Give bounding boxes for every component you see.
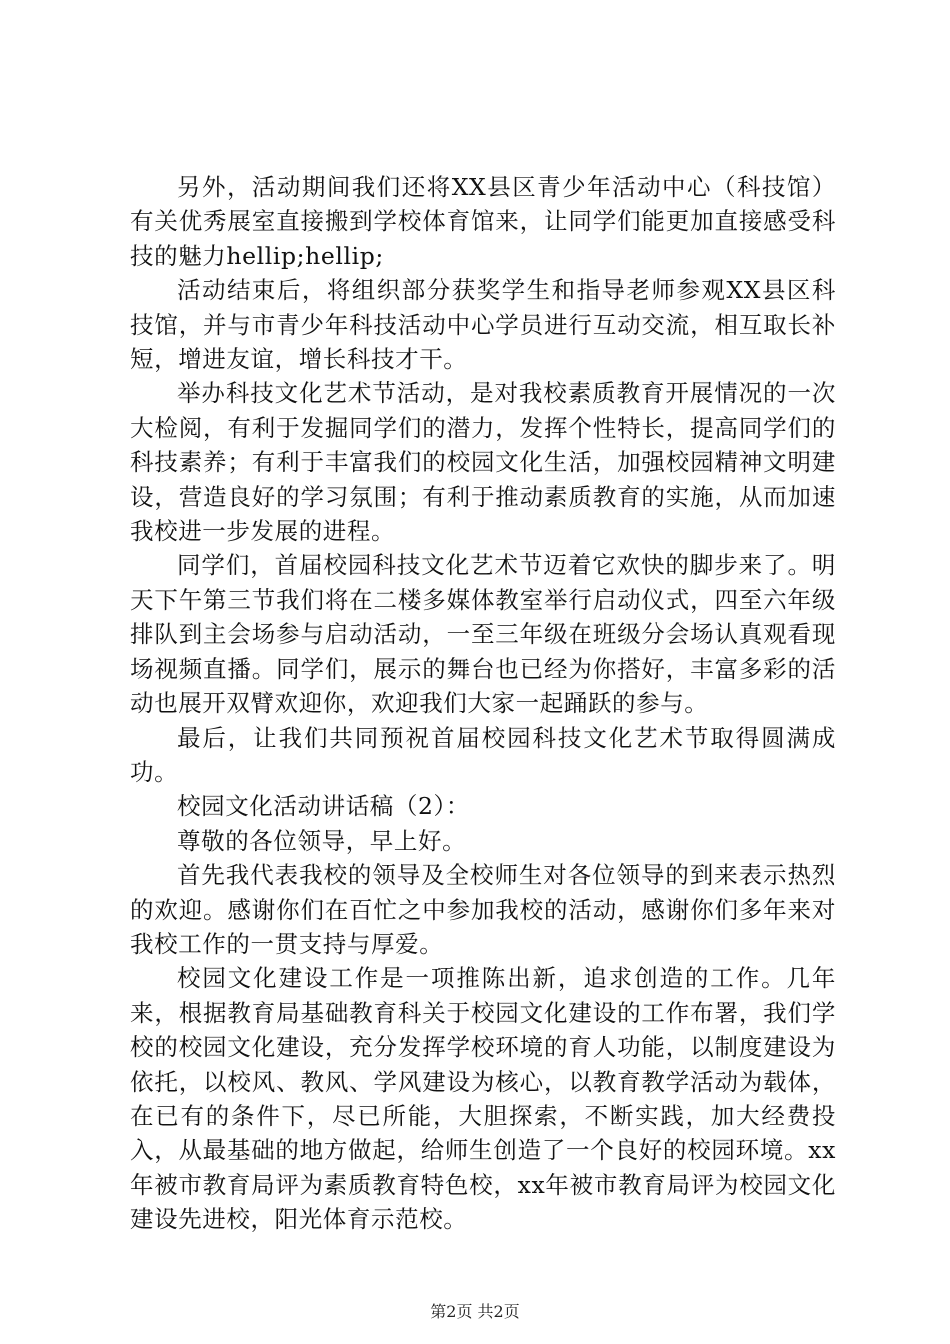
paragraph: 首先我代表我校的领导及全校师生对各位领导的到来表示热烈的欢迎。感谢你们在百忙之中参加我校的活动，感谢你们多年来对我校工作的一贯支持与厚爱。 bbox=[130, 861, 836, 958]
document-body bbox=[130, 170, 836, 1237]
greeting: 尊敬的各位领导，早上好。 bbox=[177, 826, 467, 855]
paragraph: 另外，活动期间我们还将XX县区青少年活动中心（科技馆）有关优秀展室直接搬到学校体育馆来，让同学们能更加直接感受科技的魅力hellip;hellip; bbox=[130, 173, 836, 270]
paragraph: 活动结束后，将组织部分获奖学生和指导老师参观XX县区科技馆，并与市青少年科技活动中心学员进行互动交流，相互取长补短，增进友谊，增长科技才干。 bbox=[130, 276, 836, 374]
paragraph: 校园文化建设工作是一项推陈出新，追求创造的工作。几年来，根据教育局基础教育科关于校园文化建设的工作布署，我们学校的校园文化建设，充分发挥学校环境的育人功能，以制度建设为依托，以校风、教风、学风建设为核心，以教育教学活动为载体，在已有的条件下，尽已所能，大胆探索，不断实践，加大经费投入，从最基础的地方做起，给师生创造了一个良好的校园环境。xx年被市教育局评为素质教育特色校，xx年被市教育局评为校园文化建设先进校，阳光体育示范校。 bbox=[130, 964, 836, 1234]
paragraph: 最后，让我们共同预祝首届校园科技文化艺术节取得圆满成功。 bbox=[130, 723, 836, 786]
page-number-footer: 第2页 共2页 bbox=[430, 1302, 520, 1321]
paragraph: 举办科技文化艺术节活动，是对我校素质教育开展情况的一次大检阅，有利于发掘同学们的潜力，发挥个性特长，提高同学们的科技素养；有利于丰富我们的校园文化生活，加强校园精神文明建设，营造良好的学习氛围；有利于推动素质教育的实施，从而加速我校进一步发展的进程。 bbox=[130, 379, 836, 546]
section-heading: 校园文化活动讲话稿（2）： bbox=[177, 792, 471, 821]
paragraph: 同学们，首届校园科技文化艺术节迈着它欢快的脚步来了。明天下午第三节我们将在二楼多媒体教室举行启动仪式，四至六年级排队到主会场参与启动活动，一至三年级在班级分会场认真观看现场视频直播。同学们，展示的舞台也已经为你搭好，丰富多彩的活动也展开双臂欢迎你，欢迎我们大家一起踊跃的参与。 bbox=[130, 551, 836, 718]
